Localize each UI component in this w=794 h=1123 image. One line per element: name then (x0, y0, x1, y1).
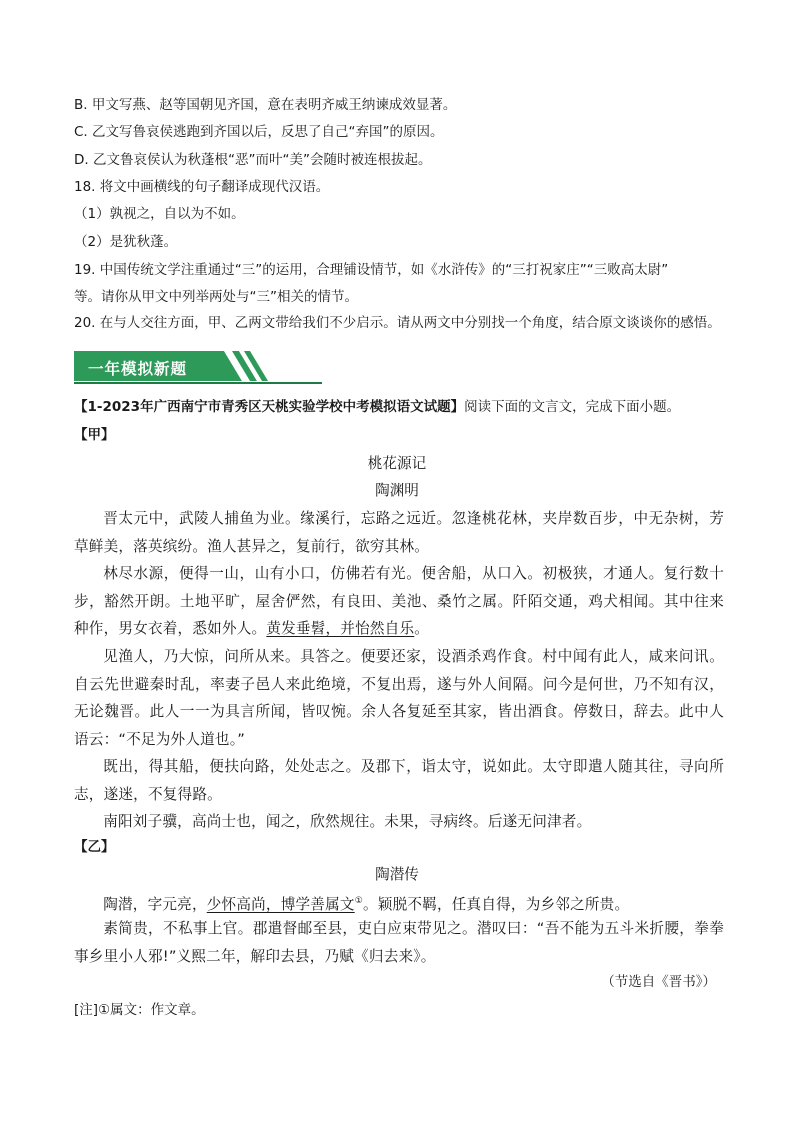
question-19-line-1: 19. 中国传统文学注重通过“三”的运用，合理铺设情节，如《水浒传》的“三打祝家庄”“三败高太尉” (74, 262, 669, 278)
yi-paragraph-1-end: 。颖脱不羁，任真自得，为乡邻之所贵。 (362, 895, 630, 913)
jia-paragraph-2 (74, 560, 724, 643)
footnote: [注]①属文：作文章。 (74, 1002, 205, 1018)
footnote-marker: ① (354, 896, 363, 906)
intro-line (74, 398, 680, 416)
question-19-line-2: 等。请你从甲文中列举两处与“三”相关的情节。 (74, 289, 358, 305)
yi-paragraph-2: 素简贵，不私事上官。郡遣督邮至县，吏白应束带见之。潜叹曰：“吾不能为五斗米折腰，拳拳事乡里小人邪!”义熙二年，解印去县，乃赋《归去来》。 (74, 920, 724, 965)
instruction: 阅读下面的文言文，完成下面小题。 (464, 399, 681, 415)
source-tag: 【1-2023年广西南宁市青秀区天桃实验学校中考模拟语文试题】 (74, 399, 465, 415)
yi-paragraph-1-text: 陶潜，字元亮， (103, 895, 207, 913)
jia-author: 陶渊明 (375, 482, 419, 499)
section-title: 一年模拟新题 (88, 360, 188, 378)
jia-paragraph-2-text: 林尽水源，便得一山，山有小口，仿佛若有光。便舍船，从口入。初极狭，才通人。复行数十步，豁然开朗。土地平旷，屋舍俨然，有良田、美池、桑竹之属。阡陌交通，鸡犬相闻。其中往来种作，男女衣着，悉如外人。 (74, 565, 724, 638)
option-c: C. 乙文写鲁哀侯逃跑到齐国以后，反思了自己“弃国”的原因。 (74, 124, 444, 140)
source-note: （节选自《晋书》） (601, 974, 716, 990)
jia-paragraph-5: 南阳刘子骥，高尚士也，闻之，欣然规往。未果，寻病终。后遂无问津者。 (103, 813, 592, 830)
jia-paragraph-3: 见渔人，乃大惊，问所从来。具答之。便要还家，设酒杀鸡作食。村中闻有此人，咸来问讯。自云先世避秦时乱，率妻子邑人来此绝境，不复出焉，遂与外人间隔。问今是何世，乃不知有汉，无论魏晋。此人一一为具言所闻，皆叹惋。余人各复延至其家，皆出酒食。停数日，辞去。此中人语云：“不足为外人道也。” (74, 648, 724, 748)
question-18-part-2: （2）是犹秋蓬。 (74, 234, 178, 250)
jia-paragraph-1: 晋太元中，武陵人捕鱼为业。缘溪行，忘路之远近。忽逢桃花林，夹岸数百步，中无杂树，芳草鲜美，落英缤纷。渔人甚异之，复前行，欲穷其林。 (74, 510, 724, 555)
jia-paragraph-2-end: 。 (414, 620, 430, 638)
yi-label: 【乙】 (74, 839, 115, 855)
jia-label: 【甲】 (74, 427, 115, 443)
jia-title: 桃花源记 (367, 455, 427, 472)
jia-paragraph-4: 既出，得其船，便扶向路，处处志之。及郡下，诣太守，说如此。太守即遣人随其往，寻向所志，遂迷，不复得路。 (74, 758, 724, 803)
option-d: D. 乙文鲁哀侯认为秋蓬根“恶”而叶“美”会随时被连根拔起。 (74, 152, 432, 168)
yi-title: 陶潜传 (375, 866, 419, 883)
underlined-sentence-2: 少怀高尚，博学善属文 (206, 895, 355, 913)
underlined-sentence-1: 黄发垂髫，并怡然自乐 (266, 620, 415, 638)
question-18-part-1: （1）孰视之，自以为不如。 (74, 206, 245, 222)
question-20: 20. 在与人交往方面，甲、乙两文带给我们不少启示。请从两文中分别找一个角度，结合原文谈谈你的感悟。 (74, 315, 721, 331)
yi-paragraph-1 (74, 888, 724, 918)
section-banner (74, 349, 322, 385)
question-18: 18. 将文中画横线的句子翻译成现代汉语。 (74, 179, 330, 195)
option-b: B. 甲文写燕、赵等国朝见齐国，意在表明齐威王纳谏成效显著。 (74, 97, 457, 113)
